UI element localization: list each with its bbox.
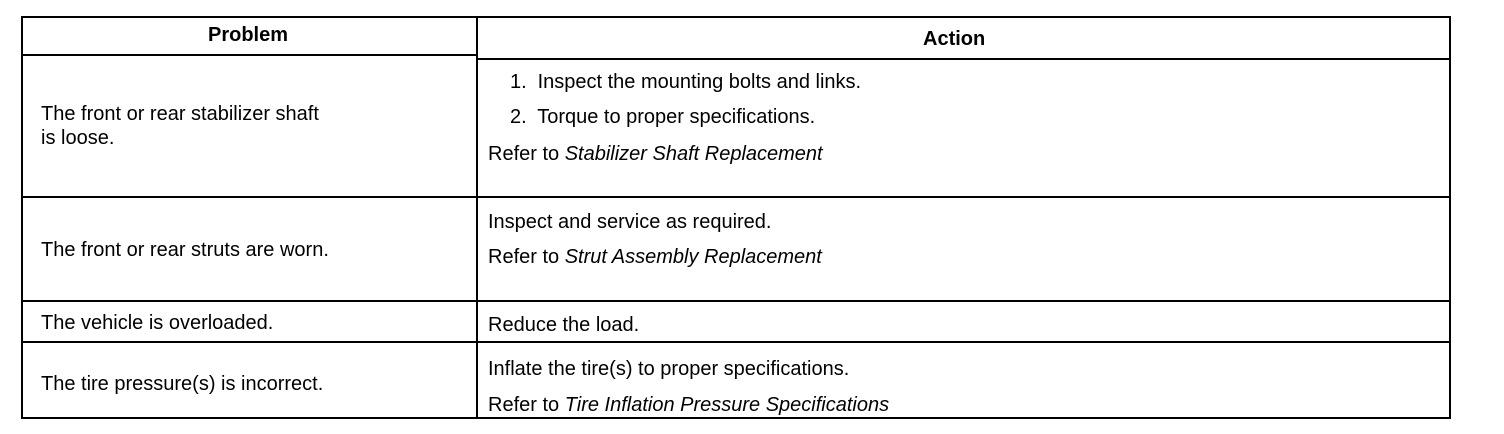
troubleshooting-table — [21, 16, 1451, 419]
step-text: Torque to proper specifications. — [537, 106, 816, 128]
row-2-problem: The front or rear struts are worn. — [41, 239, 329, 261]
row-1-problem — [41, 102, 319, 150]
step-number: 2. — [510, 106, 527, 128]
row-3-problem: The vehicle is overloaded. — [41, 312, 274, 334]
refer-prefix: Refer to — [488, 246, 565, 268]
row-1-step-1 — [510, 70, 861, 94]
row-1-refer — [488, 142, 823, 166]
refer-link[interactable]: Tire Inflation Pressure Specifications — [564, 394, 890, 416]
row-divider-2 — [23, 300, 1449, 302]
refer-link[interactable]: Stabilizer Shaft Replacement — [564, 143, 823, 165]
row-1-problem-line-1: The front or rear stabilizer shaft — [41, 103, 319, 125]
row-3-action: Reduce the load. — [488, 314, 640, 336]
row-2-refer — [488, 245, 822, 269]
header-divider-right — [476, 58, 1449, 60]
row-divider-1 — [23, 196, 1449, 198]
row-4-action: Inflate the tire(s) to proper specifications. — [488, 358, 850, 380]
column-divider — [476, 18, 478, 417]
row-4-refer — [488, 393, 889, 417]
step-text: Inspect the mounting bolts and links. — [537, 71, 862, 93]
row-4-problem: The tire pressure(s) is incorrect. — [41, 373, 324, 395]
header-action: Action — [923, 28, 986, 50]
row-1-problem-line-2: is loose. — [41, 127, 115, 149]
header-divider-left — [23, 54, 478, 56]
refer-prefix: Refer to — [488, 143, 565, 165]
row-2-action: Inspect and service as required. — [488, 211, 772, 233]
refer-prefix: Refer to — [488, 394, 565, 416]
row-divider-3 — [23, 341, 1449, 343]
row-1-step-2 — [510, 105, 815, 129]
refer-link[interactable]: Strut Assembly Replacement — [564, 246, 822, 268]
header-problem: Problem — [208, 24, 289, 46]
step-number: 1. — [510, 71, 527, 93]
